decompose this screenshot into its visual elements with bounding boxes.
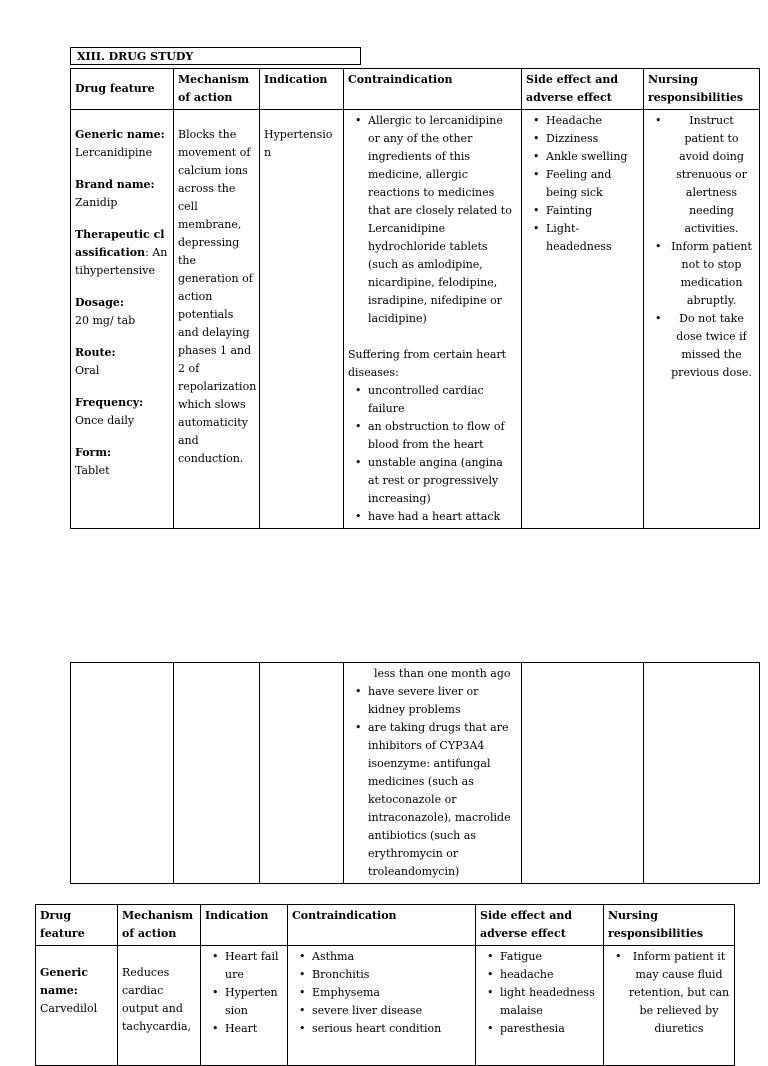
section-title: XIII. DRUG STUDY: [70, 47, 361, 65]
contraindication-item: • an obstruction to flow of blood from the heart: [368, 418, 517, 454]
frequency-value: Once daily: [75, 414, 135, 427]
side-effect-item: • headache: [500, 966, 599, 984]
classification-label: Therapeutic classification: [75, 228, 165, 259]
header-nursing: Nursing responsibilities: [604, 905, 735, 946]
contraindication-item: • uncontrolled cardiac failure: [368, 382, 517, 418]
classification-colon: :: [145, 246, 149, 259]
empty-cell: [71, 663, 174, 884]
empty-cell: [644, 663, 760, 884]
mechanism-text: Blocks the movement of calcium ions across the cell membrane, depressing the generation of action potentials and delaying phases 1 and 2 of repolarization which slows automaticity and conduction.: [178, 128, 257, 465]
contraindication-item: • severe liver disease: [312, 1002, 471, 1020]
contraindication-item: • Emphysema: [312, 984, 471, 1002]
mechanism-cell: [174, 110, 260, 529]
side-effect-item: • Feeling and being sick: [546, 166, 639, 202]
mechanism-cell: [118, 946, 201, 1066]
indication-item: • Heart failure: [225, 948, 283, 984]
brand-name-value: Zanidip: [75, 196, 118, 209]
route-label: Route:: [75, 346, 116, 359]
form-value: Tablet: [75, 464, 110, 477]
contraindication-continued-text: less than one month ago: [374, 667, 511, 680]
contraindication-item: • Bronchitis: [312, 966, 471, 984]
nursing-item: • Inform patient not to stop medication abruptly.: [668, 238, 755, 310]
nursing-item: • Instruct patient to avoid doing strenuous or alertness needing activities.: [668, 112, 755, 238]
header-nursing: Nursing responsibilities: [644, 69, 760, 110]
drug-study-table-carvedilol: [35, 904, 735, 1066]
header-side-effect: Side effect and adverse effect: [476, 905, 604, 946]
contraindication-item: • Asthma: [312, 948, 471, 966]
contraindication-cell: [288, 946, 476, 1066]
dosage-label: Dosage:: [75, 296, 124, 309]
header-drug-feature: Drug feature: [71, 69, 174, 110]
header-contraindication: Contraindication: [288, 905, 476, 946]
empty-cell: [522, 663, 644, 884]
header-drug-feature: Drug feature: [36, 905, 118, 946]
indication-cell: [201, 946, 288, 1066]
indication-text: Hypertension: [264, 128, 333, 159]
contraindication-item: • have severe liver or kidney problems: [368, 683, 517, 719]
side-effect-item: • Headache: [546, 112, 639, 130]
contraindication-item: • serious heart condition: [312, 1020, 471, 1038]
nursing-item: • Inform patient it may cause fluid retention, but can be relieved by diuretics: [628, 948, 730, 1038]
dosage-value: 20 mg/ tab: [75, 314, 136, 327]
side-effect-item: • Fatigue: [500, 948, 599, 966]
contraindication-continued-cell: [344, 663, 522, 884]
side-effect-item: • Light-headedness: [546, 220, 639, 256]
generic-name-value: Carvedilol: [40, 1002, 98, 1015]
indication-cell: [260, 110, 344, 529]
side-effect-item: • Ankle swelling: [546, 148, 639, 166]
contraindication-subheading: Suffering from certain heart diseases:: [348, 348, 507, 379]
nursing-item: • Do not take dose twice if missed the previous dose.: [668, 310, 755, 382]
contraindication-item: • are taking drugs that are inhibitors of CYP3A4 isoenzyme: antifungal medicines (such as ketoconazole or intraconazole), macrolide antibiotics (such as erythromycin or troleandomycin): [368, 719, 517, 881]
drug-study-table-continuation: [70, 662, 760, 884]
frequency-label: Frequency:: [75, 396, 144, 409]
contraindication-item: • have had a heart attack: [368, 508, 517, 526]
header-indication: Indication: [201, 905, 288, 946]
contraindication-cell: [344, 110, 522, 529]
nursing-cell: [604, 946, 735, 1066]
indication-item: • Hypertension: [225, 984, 283, 1020]
mechanism-text: Reduces cardiac output and tachycardia,: [122, 966, 192, 1033]
generic-name-label: Generic name:: [40, 966, 89, 997]
nursing-cell: [644, 110, 760, 529]
empty-cell: [174, 663, 260, 884]
brand-name-label: Brand name:: [75, 178, 155, 191]
generic-name-label: Generic name:: [75, 128, 165, 141]
side-effect-item: • Fainting: [546, 202, 639, 220]
form-label: Form:: [75, 446, 112, 459]
drug-feature-cell: [71, 110, 174, 529]
drug-study-table-lercanidipine: [70, 68, 760, 529]
header-mechanism: Mechanism of action: [118, 905, 201, 946]
side-effect-item: • paresthesia: [500, 1020, 599, 1038]
header-contraindication: Contraindication: [344, 69, 522, 110]
side-effect-cell: [476, 946, 604, 1066]
indication-item: • Heart: [225, 1020, 283, 1038]
side-effect-cell: [522, 110, 644, 529]
empty-cell: [260, 663, 344, 884]
header-indication: Indication: [260, 69, 344, 110]
side-effect-item: • light headedness malaise: [500, 984, 599, 1020]
contraindication-item: • unstable angina (angina at rest or progressively increasing): [368, 454, 517, 508]
header-mechanism: Mechanism of action: [174, 69, 260, 110]
classification-value: Antihypertensive: [75, 246, 168, 277]
generic-name-value: Lercanidipine: [75, 146, 153, 159]
contraindication-item: • Allergic to lercanidipine or any of the other ingredients of this medicine, allergic reactions to medicines that are closely related to Lercanidipine hydrochloride tablets (such as amlodipine, nicardipine, felodipine, isradipine, nifedipine or lacidipine): [368, 112, 517, 328]
header-side-effect: Side effect and adverse effect: [522, 69, 644, 110]
route-value: Oral: [75, 364, 100, 377]
drug-feature-cell: [36, 946, 118, 1066]
side-effect-item: • Dizziness: [546, 130, 639, 148]
